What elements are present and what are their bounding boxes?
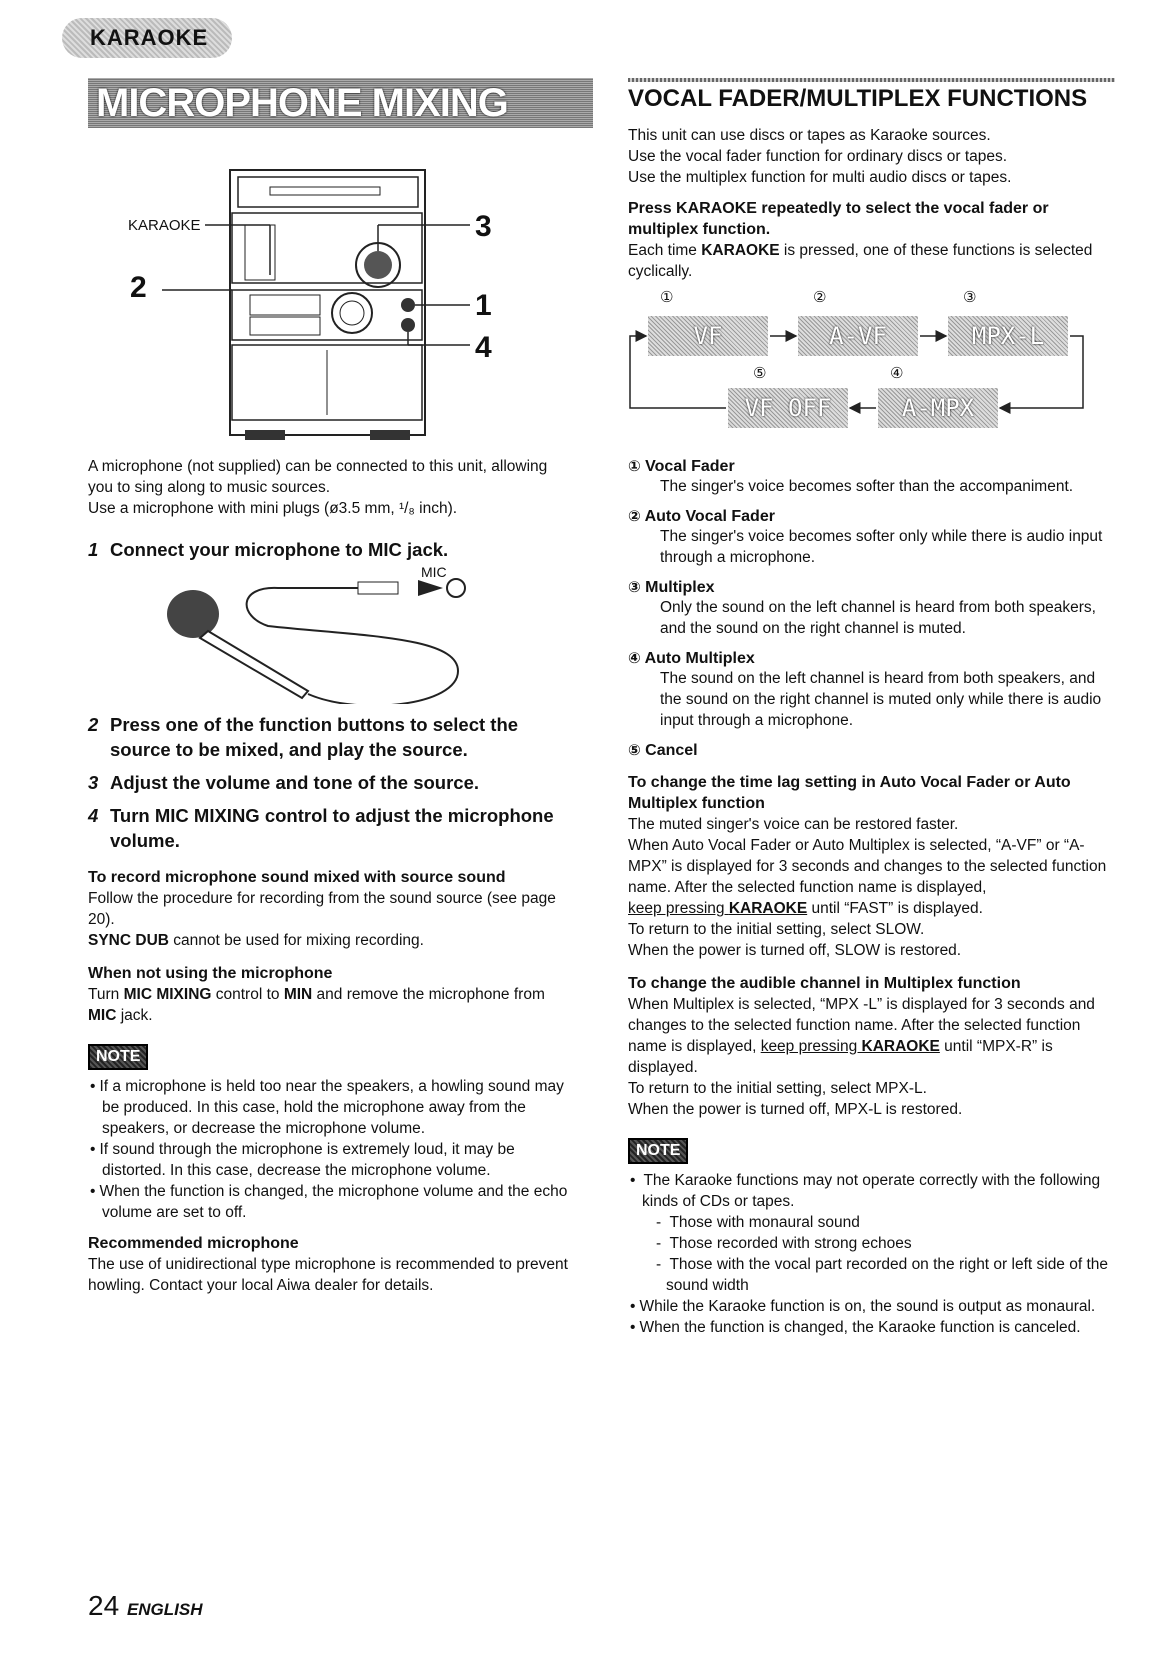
list-item: • When the function is changed, the Karaoke function is canceled. [628, 1317, 1116, 1338]
display-a-mpx: A-MPX [878, 388, 998, 428]
cycle-num-5: ⑤ [753, 365, 767, 382]
cycle-num-1: ① [660, 289, 674, 306]
step-4: 4 Turn MIC MIXING control to adjust the microphone volume. [88, 805, 554, 851]
function-cycle-diagram [628, 288, 1116, 453]
record-heading: To record microphone sound mixed with source sound [88, 869, 506, 886]
step-2: 2 Press one of the function buttons to select the source to be mixed, and play the source. [88, 714, 519, 760]
right-intro-3: Use the multiplex function for multi audio discs or tapes. [628, 169, 1012, 186]
right-title-rule [628, 78, 1115, 82]
intro-paragraph-2: Use a microphone with mini plugs (ø3.5 mm, ¹/₈ inch). [88, 500, 458, 517]
press-heading: Press KARAOKE repeatedly to select the vocal fader or multiplex function. [628, 200, 1049, 238]
function-item: ① Vocal Fader The singer's voice becomes softer than the accompaniment. [628, 458, 1074, 495]
stereo-unit-figure [120, 165, 540, 450]
channel-return: To return to the initial setting, select MPX-L. [628, 1080, 927, 1097]
note-sublist [642, 1212, 1116, 1296]
timelag-return: To return to the initial setting, select SLOW. [628, 921, 925, 938]
function-item: ④ Auto Multiplex The sound on the left channel is heard from both speakers, and the sound on the right channel is muted only while there is audio input through a microphone. [628, 650, 1102, 729]
right-section-title: VOCAL FADER/MULTIPLEX FUNCTIONS [628, 85, 1088, 112]
list-item: • If a microphone is held too near the speakers, a howling sound may be produced. In this case, hold the microphone away from the speakers, or decrease the microphone volume. [88, 1076, 568, 1139]
function-item: ② Auto Vocal Fader The singer's voice becomes softer only while there is audio input through a microphone. [628, 508, 1103, 566]
recommended-text: The use of unidirectional type microphone is recommended to prevent howling. Contact your local Aiwa dealer for details. [88, 1256, 568, 1294]
mic-jack-label: MIC [421, 564, 447, 580]
timelag-heading: To change the time lag setting in Auto Vocal Fader or Auto Multiplex function [628, 774, 1071, 812]
display-a-vf: A-VF [798, 316, 918, 356]
display-vf-off: VF OFF [728, 388, 848, 428]
timelag-power: When the power is turned off, SLOW is restored. [628, 942, 962, 959]
list-item: • If sound through the microphone is extremely loud, it may be distorted. In this case, decrease the microphone volume. [88, 1139, 568, 1181]
timelag-line-1: The muted singer's voice can be restored faster. [628, 816, 959, 833]
page-language: ENGLISH [126, 1600, 203, 1619]
step-1: 1 Connect your microphone to MIC jack. [88, 539, 449, 560]
display-vf: VF [648, 316, 768, 356]
microphone-illustration [158, 576, 478, 704]
channel-power: When the power is turned off, MPX-L is restored. [628, 1101, 963, 1118]
right-notes-list [628, 1170, 1116, 1338]
right-note-badge-row [628, 1138, 1116, 1164]
timelag-keep: keep pressing KARAOKE until “FAST” is displayed. [628, 900, 983, 917]
not-using-heading: When not using the microphone [88, 965, 333, 982]
callout-2: 2 [130, 271, 147, 304]
page-footer [88, 1590, 203, 1622]
list-item: - Those with monaural sound [642, 1212, 1116, 1233]
channel-text: When Multiplex is selected, “MPX -L” is displayed for 3 seconds and changes to the selected function name. After the selected function name is displayed, keep pressing KARAOKE until “MPX-R” is displayed. [628, 996, 1095, 1076]
list-item: • While the Karaoke function is on, the sound is output as monaural. [628, 1296, 1116, 1317]
press-text: Each time KARAOKE is pressed, one of these functions is selected cyclically. [628, 242, 1093, 280]
right-intro-2: Use the vocal fader function for ordinary discs or tapes. [628, 148, 1008, 165]
list-item: • When the function is changed, the microphone volume and the echo volume are set to off. [88, 1181, 568, 1223]
note-badge: NOTE [628, 1138, 688, 1164]
left-notes-list [88, 1076, 568, 1223]
step-3: 3 Adjust the volume and tone of the source. [88, 772, 480, 793]
cycle-num-3: ③ [963, 289, 977, 306]
intro-paragraph-1: A microphone (not supplied) can be connected to this unit, allowing you to sing along to music sources. [88, 458, 548, 496]
function-list [628, 457, 1116, 760]
channel-heading: To change the audible channel in Multiplex function [628, 975, 1021, 992]
recommended-heading: Recommended microphone [88, 1235, 299, 1252]
list-item: - Those with the vocal part recorded on the right or left side of the sound width [642, 1254, 1116, 1296]
right-column [628, 125, 1116, 1338]
callout-4: 4 [475, 331, 492, 364]
not-using-text: Turn MIC MIXING control to MIN and remove the microphone from MIC jack. [88, 986, 545, 1024]
karaoke-button-label: KARAOKE [128, 217, 201, 234]
left-note-badge-row [88, 1044, 568, 1070]
cycle-num-4: ④ [890, 365, 904, 382]
function-item: ⑤ Cancel [628, 742, 698, 759]
function-item: ③ Multiplex Only the sound on the left channel is heard from both speakers, and the sound on the right channel is muted. [628, 579, 1096, 637]
right-intro-1: This unit can use discs or tapes as Karaoke sources. [628, 127, 991, 144]
note-badge: NOTE [88, 1044, 148, 1070]
record-text: Follow the procedure for recording from the sound source (see page 20). [88, 890, 556, 928]
callout-1: 1 [475, 289, 492, 322]
display-mpx-l: MPX-L [948, 316, 1068, 356]
page-number: 24 [88, 1590, 120, 1621]
list-item: • The Karaoke functions may not operate correctly with the following kinds of CDs or tapes. - Those with monaural sound - Those recorded with strong echoes - Those with the vocal part recorded on the right or left side of the sound width [628, 1170, 1116, 1296]
callout-3: 3 [475, 210, 492, 243]
left-section-title: MICROPHONE MIXING [88, 78, 593, 128]
section-tab: KARAOKE [62, 18, 232, 58]
list-item: - Those recorded with strong echoes [642, 1233, 1116, 1254]
sync-dub-note: SYNC DUB cannot be used for mixing recording. [88, 932, 424, 949]
left-column [88, 456, 568, 1296]
microphone-figure [88, 562, 568, 704]
cycle-num-2: ② [813, 289, 827, 306]
cycle-arrows [628, 288, 1116, 453]
timelag-line-2: When Auto Vocal Fader or Auto Multiplex is selected, “A-VF” or “A-MPX” is displayed for 3 seconds and changes to the selected function name. After the selected function name is displayed, [628, 837, 1107, 896]
